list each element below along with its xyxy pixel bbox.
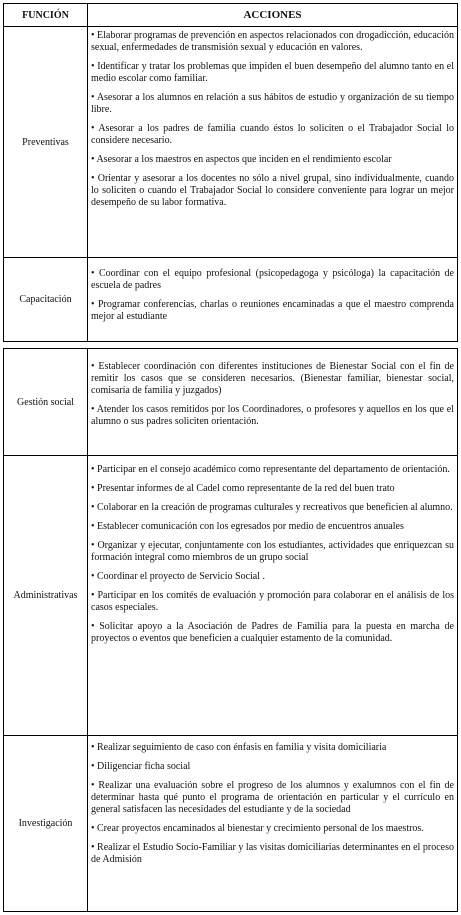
action-item: • Atender los casos remitidos por los Coordinadores, o profesores y aquellos en los que el alumno o sus padres soliciten orientación. <box>91 404 454 427</box>
action-item: • Coordinar con el equipo profesional (psicopedagoga y psicóloga) la capacitación de escuela de padres <box>91 268 454 291</box>
functions-table-part1 <box>3 3 458 342</box>
action-item: • Presentar informes de al Cadel como representante de la red del buen trato <box>91 483 395 494</box>
actions-cell <box>88 456 457 735</box>
actions-cell <box>88 27 457 257</box>
action-item: • Asesorar a los padres de familia cuando éstos lo soliciten o el Trabajador Social lo considere necesario. <box>91 123 454 146</box>
action-item: • Realizar el Estudio Socio-Familiar y las visitas domiciliarias determinantes en el proceso de Admisión <box>91 842 454 865</box>
action-item: • Crear proyectos encaminados al bienestar y crecimiento personal de los maestros. <box>91 823 424 834</box>
action-item: • Elaborar programas de prevención en aspectos relacionados con drogadicción, educación sexual, enfermedades de transmisión sexual y educación en valores. <box>91 30 454 53</box>
action-item: • Realizar seguimiento de caso con énfasis en familia y visita domiciliaria <box>91 742 387 753</box>
function-cell: Administrativas <box>4 456 88 735</box>
action-item: • Organizar y ejecutar, conjuntamente con los estudiantes, actividades que enriquezcan su formación integral como miembros de un grupo social <box>91 540 454 563</box>
action-item: • Realizar una evaluación sobre el progreso de los alumnos y exalumnos con el fin de determinar hasta qué punto el programa de orientación en particular y el currículo en general satisfacen las necesidades del estudiante y de la sociedad <box>91 780 454 815</box>
action-item: • Colaborar en la creación de programas culturales y recreativos que beneficien al alumno. <box>91 502 453 513</box>
row-preventivas <box>4 26 457 257</box>
row-capacitacion <box>4 257 457 341</box>
action-item: • Solicitar apoyo a la Asociación de Padres de Familia para la puesta en marcha de proyectos o eventos que beneficien a cualquier estamento de la comunidad. <box>91 621 454 644</box>
actions-cell <box>88 349 457 455</box>
function-cell: Capacitación <box>4 258 88 341</box>
action-item: • Asesorar a los alumnos en relación a sus hábitos de estudio y organización de su tiempo libre. <box>91 92 454 115</box>
action-item: • Diligenciar ficha social <box>91 761 191 772</box>
action-item: • Asesorar a los maestros en aspectos que inciden en el rendimiento escolar <box>91 154 392 165</box>
action-item: • Programar conferencias, charlas o reuniones encaminadas a que el maestro comprenda mejor al estudiante <box>91 299 454 322</box>
function-cell: Gestión social <box>4 349 88 455</box>
action-item: • Coordinar el proyecto de Servicio Social . <box>91 571 266 582</box>
function-cell: Preventivas <box>4 27 88 257</box>
table-header-row <box>4 4 457 26</box>
header-acciones: ACCIONES <box>243 9 302 21</box>
header-funcion: FUNCIÓN <box>4 4 88 26</box>
actions-cell <box>88 736 457 911</box>
action-item: • Orientar y asesorar a los docentes no sólo a nivel grupal, sino individualmente, cuando lo soliciten o cuando el Trabajador Social lo considere conveniente para lograr un mejor desempeño de su labor formativa. <box>91 173 454 208</box>
functions-table-part2 <box>3 348 458 912</box>
action-item: • Participar en el consejo académico como representante del departamento de orientación. <box>91 464 450 475</box>
action-item: • Establecer coordinación con diferentes instituciones de Bienestar Social con el fin de remitir los casos que se consideren necesarios. (Bienestar familiar, bienestar social, comisaría de familia y juzgados) <box>91 361 454 396</box>
function-cell: Investigación <box>4 736 88 911</box>
action-item: • Identificar y tratar los problemas que impiden el buen desempeño del alumno tanto en el medio escolar como familiar. <box>91 61 454 84</box>
actions-cell <box>88 258 457 341</box>
row-gestion-social <box>4 349 457 455</box>
row-administrativas <box>4 455 457 735</box>
action-item: • Establecer comunicación con los egresados por medio de encuentros anuales <box>91 521 404 532</box>
action-item: • Participar en los comités de evaluación y promoción para colaborar en el análisis de los casos especiales. <box>91 590 454 613</box>
row-investigacion <box>4 735 457 911</box>
